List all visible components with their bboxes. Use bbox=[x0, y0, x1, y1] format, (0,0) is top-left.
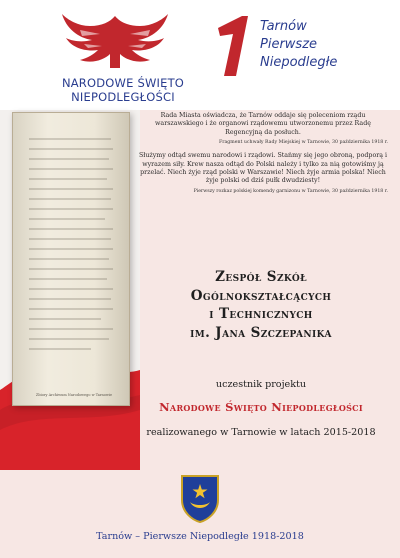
eagle-emblem-icon bbox=[60, 8, 170, 72]
slogan-line2: Pierwsze bbox=[260, 37, 318, 52]
school-line4: im. Jana Szczepanika bbox=[190, 324, 332, 341]
nsn-title bbox=[58, 76, 188, 104]
footer-text: Tarnów – Pierwsze Niepodległe 1918-2018 bbox=[96, 531, 304, 542]
slogan bbox=[260, 18, 380, 72]
quote-source: Fragment uchwały Rady Miejskiej w Tarnowie, 30 października 1918 r. bbox=[219, 140, 388, 146]
quote-text: Służymy odtąd swemu narodowi i rządowi. Stańmy się jego obroną, podporą i wyrazem siły. Krew nasza odtąd do Polski należy i tylko za nią gotowiśmy ją przelać. Niech żyje rząd polski w Warszawie! Niech żyje armia polska! Niech żyje polski od dziś pułk dwudziesty! bbox=[138, 152, 388, 185]
handwriting-lines bbox=[21, 127, 121, 377]
quote-text: Rada Miasta oświadcza, że Tarnów oddaje się poleceniom rządu warszawskiego i że organowi rządowemu utworzonemu przez Radę Regencyjną da posłuch. bbox=[155, 112, 371, 136]
school-line1: Zespół Szkół bbox=[215, 269, 307, 285]
project-name: Narodowe Święto Niepodległości bbox=[159, 400, 363, 414]
nsn-title-line2: NIEPODLEGŁOŚCI bbox=[71, 90, 175, 104]
scroll-caption: Zbiory Archiwum Narodowego w Tarnowie bbox=[35, 393, 113, 397]
school-line2: Ogólnokształcących bbox=[190, 287, 332, 304]
slogan-line1: Tarnów bbox=[260, 19, 307, 34]
nsn-title-line1: NARODOWE ŚWIĘTO bbox=[61, 76, 185, 90]
quote-source: Pierwszy rozkaz polskiej komendy garnizonu w Tarnowie, 30 października 1918 r. bbox=[193, 188, 388, 194]
header-band bbox=[0, 0, 400, 110]
school-line3: i Technicznych bbox=[209, 306, 313, 322]
number-one-logo-icon bbox=[212, 14, 256, 78]
realized-text: realizowanego w Tarnowie w latach 2015-2018 bbox=[146, 427, 376, 438]
school-name bbox=[128, 268, 394, 342]
manuscript-image bbox=[12, 112, 130, 406]
participant-text: uczestnik projektu bbox=[215, 379, 307, 390]
coat-of-arms-icon bbox=[178, 472, 222, 524]
quotes-block bbox=[138, 112, 388, 201]
slogan-line3: Niepodległe bbox=[260, 55, 338, 70]
